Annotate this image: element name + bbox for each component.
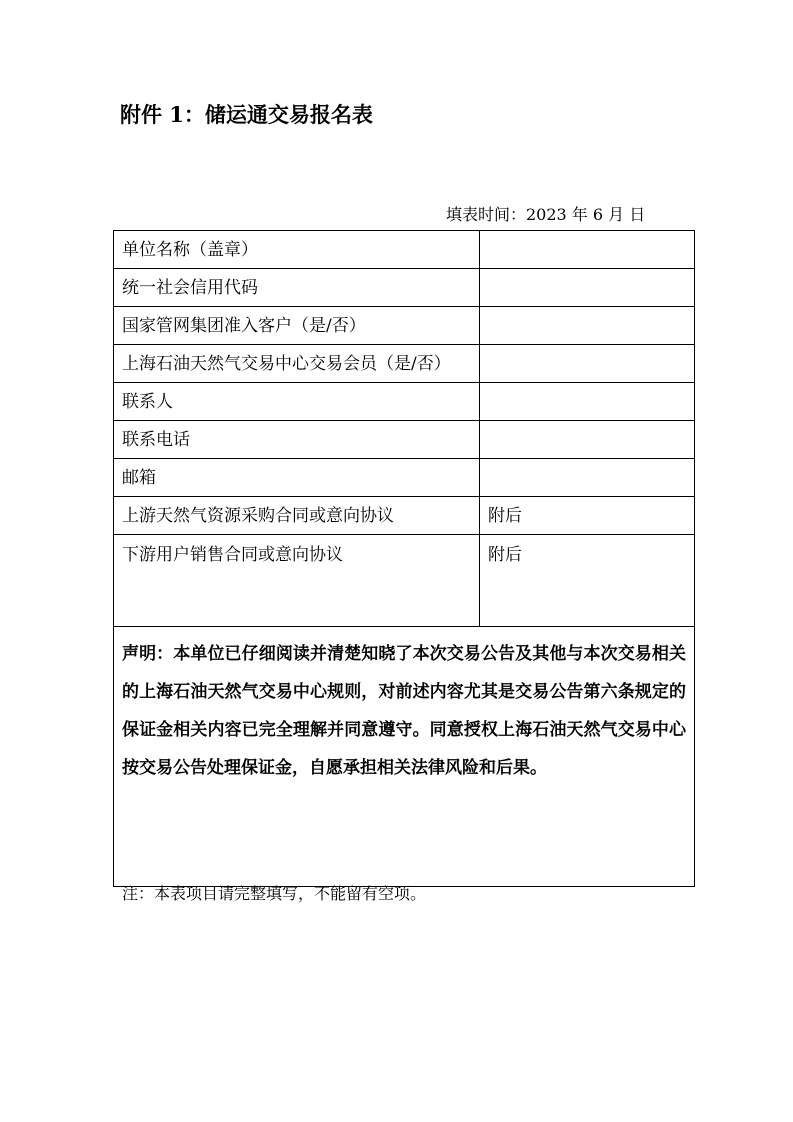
table-row-contact-phone xyxy=(114,421,695,459)
table-row-unit-name xyxy=(114,231,695,269)
credit-code-label: 统一社会信用代码 xyxy=(114,269,480,307)
upstream-contract-label: 上游天然气资源采购合同或意向协议 xyxy=(114,497,480,535)
email-label: 邮箱 xyxy=(114,459,480,497)
unit-name-label: 单位名称（盖章） xyxy=(114,231,480,269)
footnote: 注：本表项目请完整填写，不能留有空项。 xyxy=(122,884,427,903)
downstream-contract-value: 附后 xyxy=(480,535,695,627)
unit-name-value xyxy=(480,231,695,269)
pipechina-customer-value xyxy=(480,307,695,345)
contact-person-value xyxy=(480,383,695,421)
table-row-upstream-contract xyxy=(114,497,695,535)
contact-phone-label: 联系电话 xyxy=(114,421,480,459)
table-row-contact-person xyxy=(114,383,695,421)
document-title: 附件 1：储运通交易报名表 xyxy=(120,102,373,127)
pipechina-customer-label: 国家管网集团准入客户（是/否） xyxy=(114,307,480,345)
table-row-email xyxy=(114,459,695,497)
exchange-member-value xyxy=(480,345,695,383)
credit-code-value xyxy=(480,269,695,307)
fill-date: 填表时间：2023 年 6 月 日 xyxy=(446,205,646,224)
table-row-downstream-contract xyxy=(114,535,695,627)
exchange-member-label: 上海石油天然气交易中心交易会员（是/否） xyxy=(114,345,480,383)
downstream-contract-label: 下游用户销售合同或意向协议 xyxy=(114,535,480,627)
table-row-pipechina-customer xyxy=(114,307,695,345)
email-value xyxy=(480,459,695,497)
declaration-text: 声明：本单位已仔细阅读并清楚知晓了本次交易公告及其他与本次交易相关的上海石油天然气交易中心规则，对前述内容尤其是交易公告第六条规定的保证金相关内容已完全理解并同意遵守。同意授权上海石油天然气交易中心按交易公告处理保证金，自愿承担相关法律风险和后果。 xyxy=(114,627,695,887)
registration-form-table xyxy=(113,230,695,887)
table-row-declaration xyxy=(114,627,695,887)
contact-person-label: 联系人 xyxy=(114,383,480,421)
upstream-contract-value: 附后 xyxy=(480,497,695,535)
table-row-exchange-member xyxy=(114,345,695,383)
contact-phone-value xyxy=(480,421,695,459)
table-row-credit-code xyxy=(114,269,695,307)
